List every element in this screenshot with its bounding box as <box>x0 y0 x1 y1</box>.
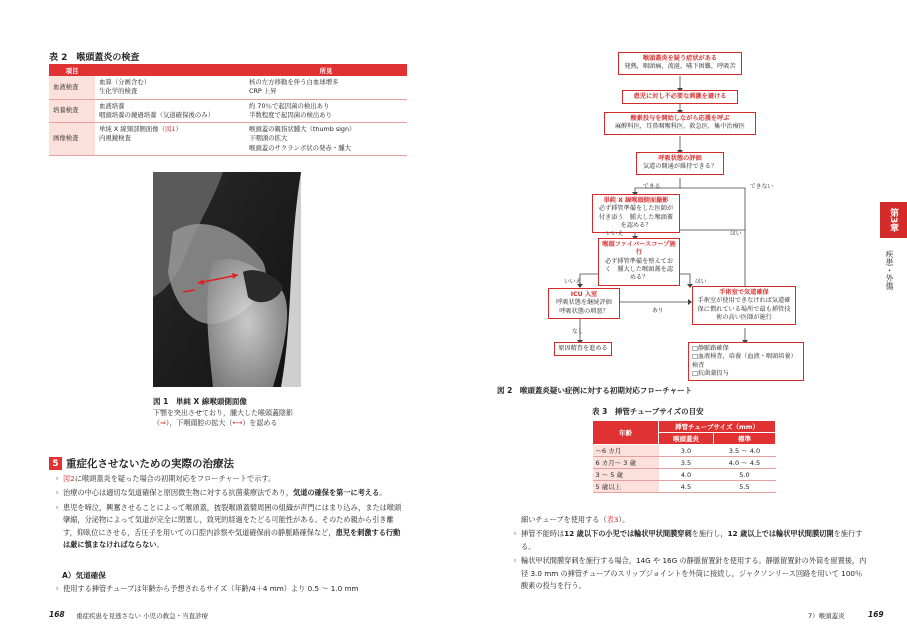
xray-image <box>153 172 301 387</box>
table3-header-std: 標準 <box>713 433 775 445</box>
table2-header: 所見 <box>245 64 407 76</box>
table2-finding: CRP 上昇 <box>249 87 277 96</box>
flow-box-suspect: 喉頭蓋炎を疑う症状がある 発熱，咽頭痛，流涎，嚥下困難，呼吸苦 <box>618 52 742 75</box>
table2 <box>49 64 407 156</box>
right-body <box>513 514 869 594</box>
table3-header-group: 挿管チューブサイズ（mm） <box>659 421 776 433</box>
flow-box-respiratory-eval: 呼吸状態の評価 気道の開通が維持できる？ <box>636 152 724 175</box>
table3-title: 表 3 挿管チューブサイズの目安 <box>592 407 704 416</box>
flow-label-no: いいえ <box>564 279 582 285</box>
flow-box-checklist: □静脈路確保 □血液検査，培養（血液・咽頭培養）検査 □抗菌薬投与 <box>688 342 804 381</box>
figure1-text: （⇒），下咽頭腔の拡大（⟷）を認める <box>153 419 278 428</box>
table2-finding: 喉頭蓋のサクランボ状の発赤・腫大 <box>249 143 351 152</box>
flow-label-yes: はい <box>695 279 707 285</box>
table-row <box>49 99 407 123</box>
table2-item: 生化学的検査 <box>99 87 138 96</box>
figure1-title: 図 1 単純 X 線喉頭側面像 <box>153 397 247 406</box>
table2-item: 内視鏡検査 <box>99 134 131 143</box>
flow-box-workup: 原因精査を進める <box>554 342 612 356</box>
paragraph: ◦ 使用する挿管チューブは年齢から予想されるサイズ（年齢/4＋4 mm）より 0.5 〜 1.0 mm <box>55 583 407 595</box>
table2-category: 血液検査 <box>49 76 95 99</box>
table2-finding: 核の左方移動を伴う白血球増多 <box>249 78 339 86</box>
flow-label-yes: はい <box>730 231 742 237</box>
table2-finding: 喉頭蓋の親指状腫大（thumb sign） <box>249 125 356 134</box>
section-body <box>55 473 407 553</box>
table3 <box>592 420 776 493</box>
flow-label-cannot: できない <box>750 184 774 190</box>
table3-header-epi: 喉頭蓋炎 <box>659 433 714 445</box>
paragraph: ◦ 患児を啼泣，興奮させることによって喉頭蓋，披裂喉頭蓋襞周囲の組織が声門にはまり込み，または喉頭攣縮，分泌物によって気道が完全に閉塞し，致死的経過をたどる可能性がある。そのため親から引き離す，仰臥位にさせる，舌圧子を用いての口腔内診察や気道確保前の静脈路確保など，患児を刺激する行動は厳に慎まなければならない。 <box>55 502 407 552</box>
flow-box-avoid-stimulus: 患児に対し不必要な刺激を避ける <box>622 90 738 104</box>
chapter-running-head: 7）喉頭蓋炎 <box>808 612 845 620</box>
table-row: 5 歳以上 4.5 5.5 <box>593 481 776 493</box>
book-title: 重症疾患を見逃さない 小児の救急・当直診療 <box>76 612 209 620</box>
flow-box-oxygen: 酸素投与を開始しながら応援を呼ぶ 麻酔科医，耳鼻咽喉科医，救急医，集中治療医 <box>604 112 756 135</box>
section-heading <box>49 456 234 471</box>
table2-title: 表 2 喉頭蓋炎の検査 <box>49 53 140 63</box>
flow-label-none: なし <box>572 329 584 335</box>
paragraph: ◦ 挿管不能時は12 歳以下の小児では輪状甲状間膜穿刺を施行し，12 歳以上では輪状甲状間膜切開を施行する。 <box>513 528 869 553</box>
chapter-tab-subtitle: 疾患・外傷 <box>885 250 894 290</box>
fig1-ref-link[interactable]: 図1 <box>164 125 176 134</box>
page-number-left: 168 <box>49 610 65 619</box>
flow-label-no: いいえ <box>606 231 624 237</box>
table2-item: 咽頭培養の鏡過培養（気道確保後のみ） <box>99 110 215 119</box>
table2-category: 画像検査 <box>49 123 95 156</box>
flow-label-can: できる <box>643 184 661 190</box>
subsection-title: A）気道確保 <box>62 571 106 580</box>
paragraph: 細いチューブを使用する（表3）。 <box>521 515 630 524</box>
flow-label-exists: あり <box>652 308 664 314</box>
table-row <box>49 123 407 156</box>
flow-box-xray: 単純 X 線喉頭側面撮影 必ず挿管準備をした医師が付き添う 腫大した喉頭蓋を認める？ <box>592 194 680 233</box>
flow-box-icu: ICU 入室 呼吸状態を継続評価 呼吸状態の増悪？ <box>548 288 620 319</box>
table2-category: 培養検査 <box>49 99 95 123</box>
figure1-text: 下顎を突出させており，腫大した喉頭蓋陰影 <box>153 408 293 417</box>
table2-finding: 半数程度で起因菌の検出あり <box>249 110 333 119</box>
fig2-ref-link[interactable]: 図2 <box>63 474 75 483</box>
figure1-caption <box>153 396 293 429</box>
table2-item: 血算（分画含む） <box>99 78 151 86</box>
paragraph: ◦ 治療の中心は適切な気道確保と原因微生物に対する抗菌薬療法であり，気道の確保を第一に考える。 <box>55 487 407 499</box>
table2-header <box>95 64 245 76</box>
chapter-tab: 第3章 <box>880 202 907 238</box>
page-number-right: 169 <box>868 610 884 619</box>
table2-header: 項目 <box>49 64 95 76</box>
flowchart <box>540 48 860 378</box>
flow-box-surgery: 手術室で気道確保 手術室が使用できなければ気道確保に慣れている場所で最も挿管技術の高い医師が施行 <box>692 286 796 325</box>
table-row: 3 〜 5 歳 4.0 5.0 <box>593 469 776 481</box>
figure2-caption: 図 2 喉頭蓋炎疑い症例に対する初期対応フローチャート <box>497 386 693 395</box>
table2-item: 単純 X 線頸部側面像（図1） <box>99 125 182 134</box>
flow-box-fiberscope: 喉頭ファイバースコープ施行 必ず挿管準備を整えておく 腫大した喉頭蓋を認める？ <box>598 238 680 286</box>
table-row <box>49 76 407 99</box>
table3-ref-link[interactable]: 表3 <box>606 515 619 524</box>
table-row: 6 カ月〜 3 歳 3.5 4.0 〜 4.5 <box>593 457 776 469</box>
table3-header-row <box>593 421 776 433</box>
table2-finding: 約 70％で起因菌の検出あり <box>249 101 330 110</box>
table2-item: 血液培養 <box>99 101 125 110</box>
paragraph: ◦ 輪状甲状間膜穿刺を施行する場合，14G や 16G の静脈留置針を使用する。静脈留置針の外筒を留置後，内径 3.0 mm の挿管チューブのスリップジョイントを外筒に接続し，ジャクソンリース回路を用いて 100％酸素の投与を行う。 <box>513 555 869 592</box>
paragraph: ◦ 図2に喉頭蓋炎を疑った場合の初期対応をフローチャートで示す。 <box>55 473 407 485</box>
table3-header-age: 年齢 <box>593 421 659 445</box>
section-number: 5 <box>49 457 62 470</box>
section-title: 重症化させないための実際の治療法 <box>66 458 234 470</box>
subsection-body <box>55 583 407 597</box>
table2-header-row <box>49 64 407 76</box>
table2-finding: 下咽頭の拡大 <box>249 134 288 143</box>
table-row: 〜6 カ月 3.0 3.5 〜 4.0 <box>593 445 776 457</box>
